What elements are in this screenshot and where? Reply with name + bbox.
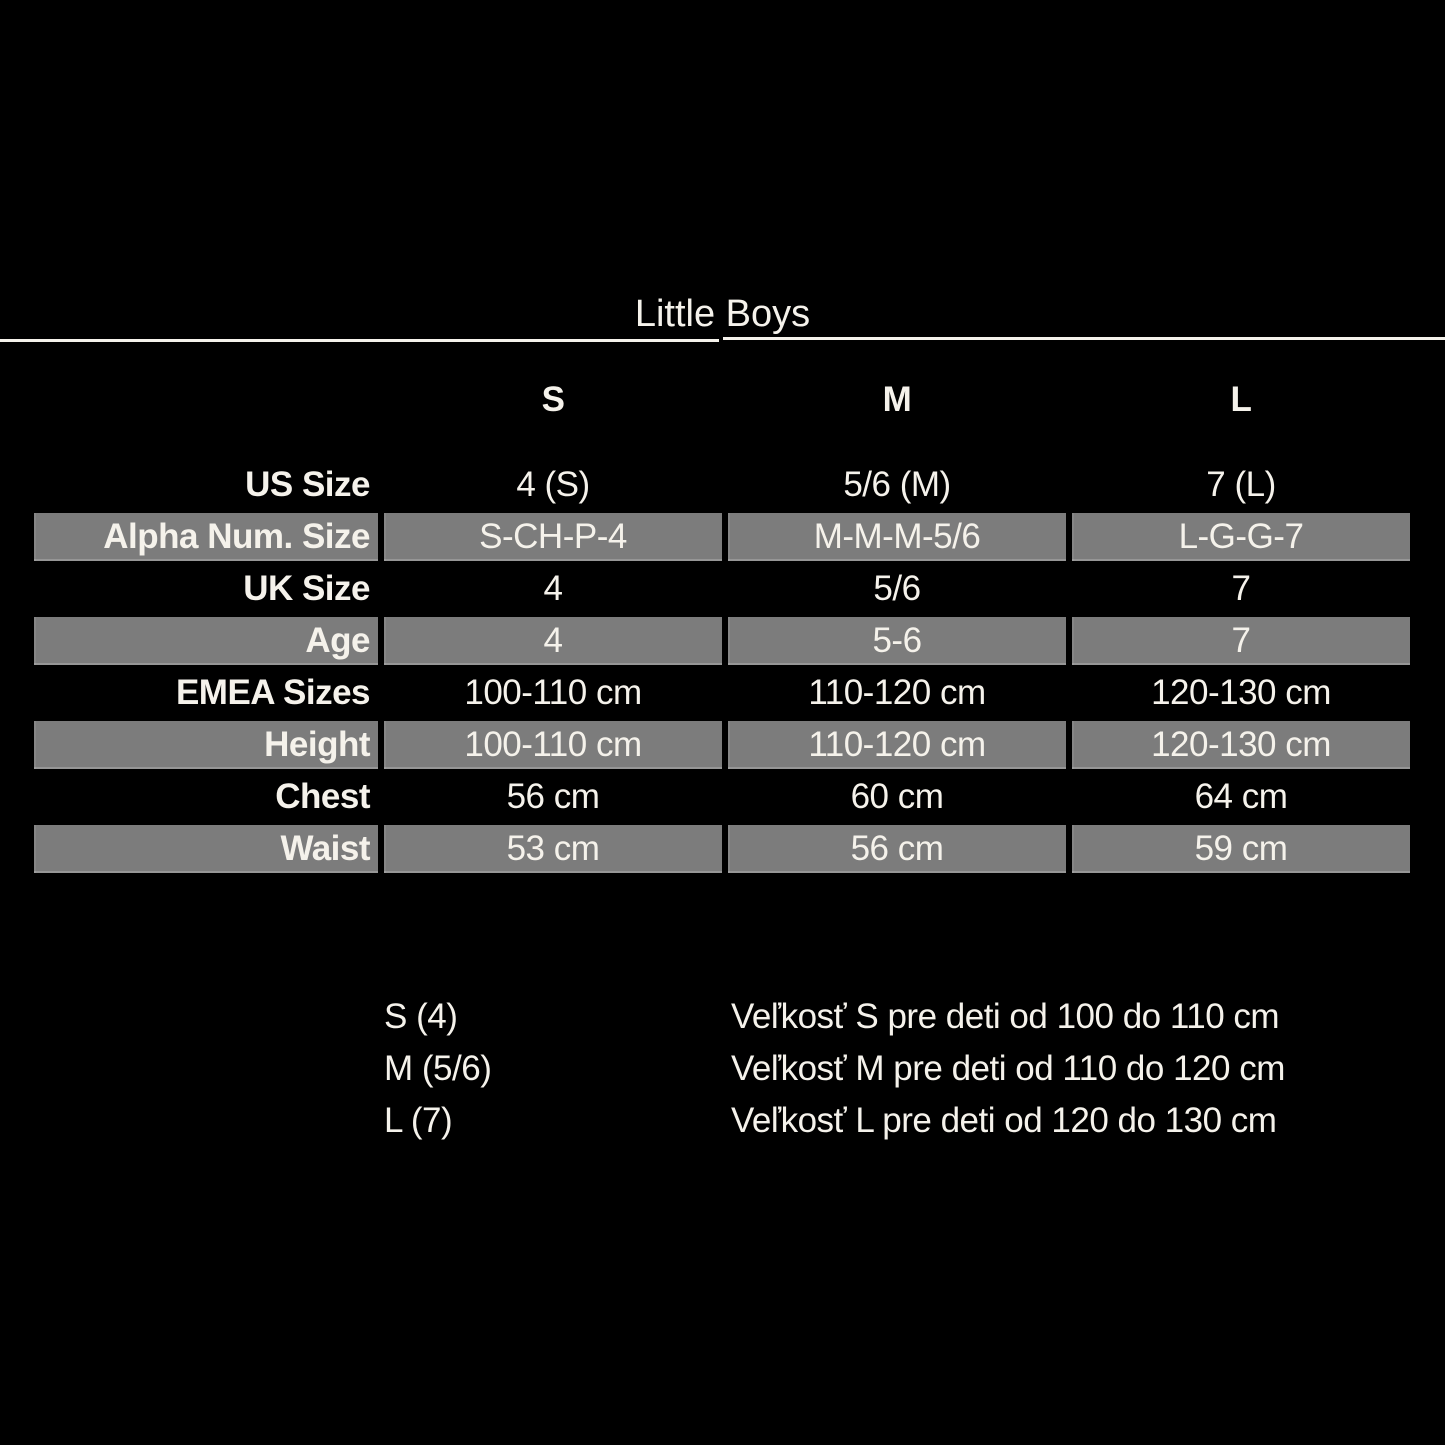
cell-alpha-num-size-l: L-G-G-7 [1072, 511, 1410, 563]
cell-waist-m: 56 cm [728, 823, 1066, 875]
cell-emea-sizes-l: 120-130 cm [1151, 673, 1331, 712]
legend-label-m: M (5/6) [384, 1049, 492, 1088]
cell-chest-m: 60 cm [850, 777, 944, 816]
cell-alpha-num-size-s: S-CH-P-4 [384, 511, 722, 563]
header-spacer [34, 426, 1410, 459]
cell-uk-size-l: 7 [1231, 569, 1251, 608]
cell-alpha-num-size-m: M-M-M-5/6 [728, 511, 1066, 563]
row-label-emea-sizes: EMEA Sizes [175, 673, 370, 712]
header-empty-cell [34, 374, 378, 426]
cell-us-size-m: 5/6 (M) [843, 465, 951, 504]
column-header-l: L [1230, 380, 1252, 419]
cell-uk-size-s: 4 [543, 569, 563, 608]
cell-age-s: 4 [384, 615, 722, 667]
cell-us-size-l: 7 (L) [1206, 465, 1276, 504]
cell-age-m: 5-6 [728, 615, 1066, 667]
cell-emea-sizes-m: 110-120 cm [808, 673, 986, 712]
cell-height-s: 100-110 cm [384, 719, 722, 771]
cell-height-m: 110-120 cm [728, 719, 1066, 771]
cell-us-size-s: 4 (S) [516, 465, 590, 504]
row-label-alpha-num-size: Alpha Num. Size [34, 511, 378, 563]
size-table [34, 374, 1410, 875]
row-label-height: Height [34, 719, 378, 771]
cell-chest-l: 64 cm [1194, 777, 1288, 816]
title-rule-left [0, 339, 719, 342]
cell-waist-l: 59 cm [1072, 823, 1410, 875]
cell-uk-size-m: 5/6 [873, 569, 921, 608]
row-label-uk-size: UK Size [243, 569, 370, 608]
cell-chest-s: 56 cm [506, 777, 600, 816]
row-label-chest: Chest [275, 777, 370, 816]
legend-description-l: Veľkosť L pre deti od 120 do 130 cm [731, 1101, 1277, 1140]
row-label-age: Age [34, 615, 378, 667]
legend-label-s: S (4) [384, 997, 458, 1036]
column-header-s: S [541, 380, 565, 419]
legend-description-s: Veľkosť S pre deti od 100 do 110 cm [731, 997, 1280, 1036]
row-label-waist: Waist [34, 823, 378, 875]
cell-age-l: 7 [1072, 615, 1410, 667]
legend-label-l: L (7) [384, 1101, 453, 1140]
legend-description-m: Veľkosť M pre deti od 110 do 120 cm [731, 1049, 1285, 1088]
title-rule-right [723, 337, 1445, 340]
cell-waist-s: 53 cm [384, 823, 722, 875]
row-label-us-size: US Size [245, 465, 370, 504]
page-title: Little Boys [634, 293, 811, 335]
cell-height-l: 120-130 cm [1072, 719, 1410, 771]
cell-emea-sizes-s: 100-110 cm [464, 673, 642, 712]
column-header-m: M [882, 380, 912, 419]
size-legend [384, 991, 1285, 1147]
